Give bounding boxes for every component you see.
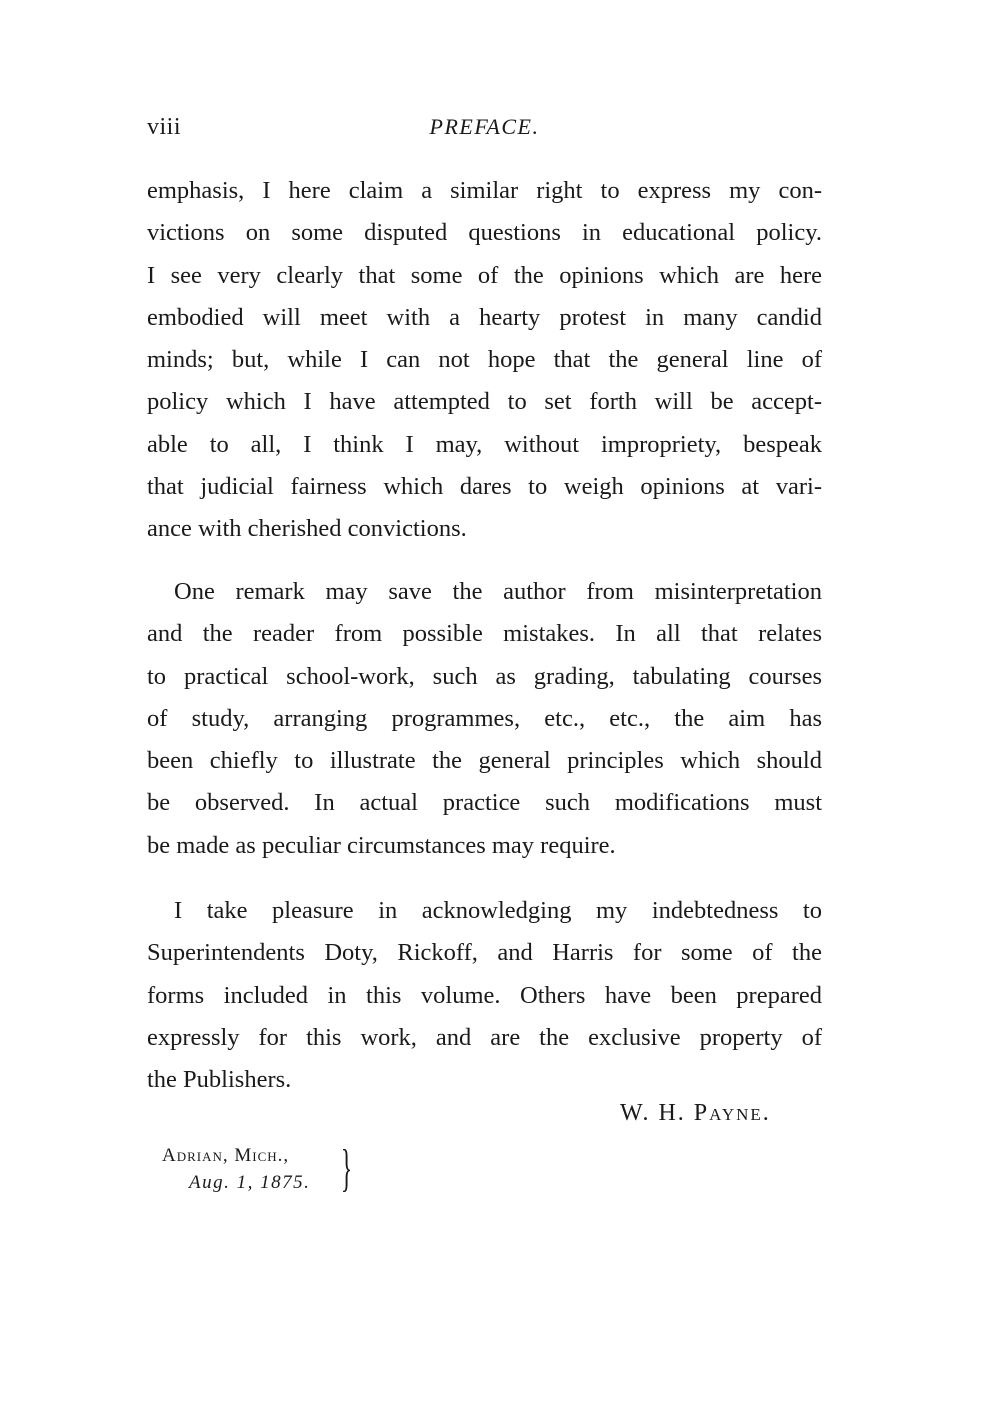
text-line: to practical school-work, such as grading, tabulating courses — [147, 662, 822, 690]
paragraph-1 — [147, 170, 822, 551]
text-line: expressly for this work, and are the exclusive property of — [147, 1023, 822, 1051]
text-line: embodied will meet with a hearty protest in many candid — [147, 303, 822, 331]
paragraph-2 — [147, 571, 822, 867]
text-line: I take pleasure in acknowledging my indebtedness to — [174, 897, 822, 924]
text-line: minds; but, while I can not hope that the general line of — [147, 346, 822, 374]
text-line: One remark may save the author from misinterpretation — [174, 578, 822, 605]
text-line: forms included in this volume. Others have been prepared — [147, 981, 822, 1009]
right-brace-icon: } — [340, 1140, 353, 1197]
place-line: Adrian, Mich., — [162, 1145, 290, 1166]
text-line: ance with cherished convictions. — [147, 515, 467, 543]
paragraph-3 — [147, 890, 822, 1101]
text-line: victions on some disputed questions in educational policy. — [147, 219, 822, 247]
text-line: Superintendents Doty, Rickoff, and Harris for some of the — [147, 939, 822, 967]
text-line: policy which I have attempted to set forth will be accept- — [147, 388, 822, 416]
page-header — [147, 114, 822, 146]
running-title: PREFACE. — [429, 114, 540, 139]
date-line: Aug. 1, 1875. — [189, 1172, 311, 1193]
text-line: be made as peculiar circumstances may require. — [147, 831, 616, 859]
place-date-block — [162, 1140, 353, 1205]
page-number: viii — [147, 114, 182, 140]
text-line: been chiefly to illustrate the general principles which should — [147, 747, 822, 775]
text-line: able to all, I think I may, without impropriety, bespeak — [147, 430, 822, 458]
text-line: be observed. In actual practice such modifications must — [147, 789, 822, 817]
text-line: and the reader from possible mistakes. In all that relates — [147, 620, 822, 648]
text-line: that judicial fairness which dares to weigh opinions at vari- — [147, 473, 822, 501]
text-line: of study, arranging programmes, etc., etc., the aim has — [147, 704, 822, 732]
text-line: I see very clearly that some of the opinions which are here — [147, 261, 822, 289]
text-line: emphasis, I here claim a similar right to express my con- — [147, 177, 822, 204]
text-line: the Publishers. — [147, 1066, 292, 1094]
author-signature: W. H. Payne. — [620, 1100, 771, 1126]
